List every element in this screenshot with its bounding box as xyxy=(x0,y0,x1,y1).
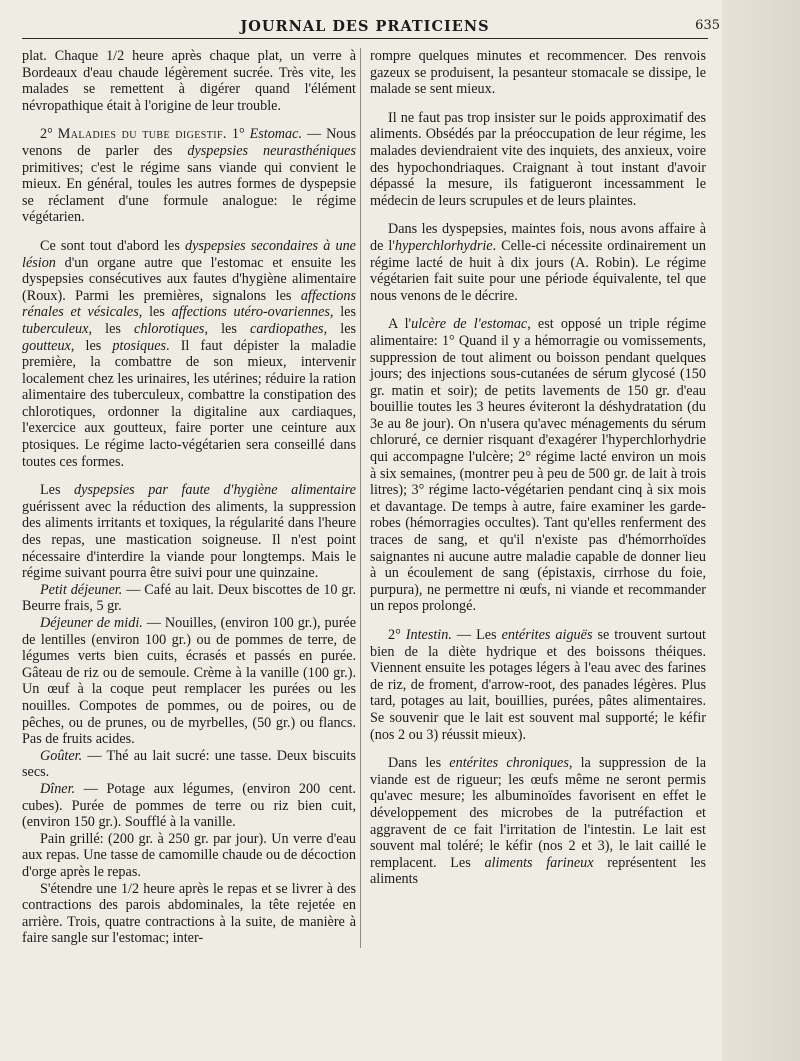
column-divider xyxy=(360,48,361,948)
page-header xyxy=(22,12,720,39)
paragraph-hyperchlorhydrie: Dans les dyspepsies, maintes fois, nous avons affaire à de l'hyperchlorhydrie. Celle-ci nécessite ordinairement un régime lacté de huit à dix jours (A. Robin). Le régime végétarien fait suite pour une période équivalente, tel que nous venons de le décrire. xyxy=(370,221,706,304)
menu-gouter: Goûter. — Thé au lait sucré: une tasse. Deux biscuits secs. xyxy=(22,747,356,781)
section-heading: Maladies du tube digestif. xyxy=(57,126,227,143)
paragraph-contractions: S'étendre une 1/2 heure après le repas et se livrer à des contractions des parois abdominales, la tête rejetée en arrière. Trois, quatre contractions à la suite, de manière à faire sangle sur l'estomac; inter- xyxy=(22,880,356,947)
paragraph-faute-hygiene: Les dyspepsies par faute d'hygiène alimentaire guérissent avec la réduction des aliments, la suppression des aliments irritants et toxiques, la régularité dans l'heure des repas, une mastication soigneuse. Il n'est point nécessaire d'interdire la viande pour longtemps. Mais le régime suivant pourra être suivi pour une quinzaine. xyxy=(22,482,356,582)
page-margin-strip xyxy=(722,0,800,1061)
menu-diner: Dîner. — Potage aux légumes, (environ 200 cent. cubes). Purée de pommes de terre ou riz bien cuit, (environ 150 gr.). Soufflé à la vanille. xyxy=(22,780,356,831)
paragraph-intestin: 2° Intestin. — Les entérites aiguës se trouvent surtout bien de la diète hydrique et des boissons théiques. Viennent ensuite les potages légers à l'eau avec des farines de riz, de froment, d'arrow-root, des panades légères. Plus tard, potages au lait, bouillies, purées, pâtes alimentaires. Se souvenir que le lait est souvent mal supporté; le kéfir (nos 2 ou 3) réussit mieux). xyxy=(370,627,706,743)
paragraph-enterites-chroniques: Dans les entérites chroniques, la suppression de la viande est de rigueur; les œufs même ne seront permis qu'avec mesure; les albuminoïdes favorisent en effet le développement des microbes de la putréfaction et aggravent de ce fait l'irritation de l'intestin. Le lait est souvent mal toléré; le kéfir (nos 2 et 3), le lait caillé le remplacent. Les aliments farineux représentent les aliments xyxy=(370,755,707,888)
paragraph-dyspepsies-secondaires: Ce sont tout d'abord les dyspepsies secondaires à une lésion d'un organe autre que l'estomac et ensuite les dyspepsies consécutives aux fautes d'hygiène alimentaire (Roux). Parmi les premières, signalons les affections rénales et vésicales, les affections utéro-ovariennes, les tuberculeux, les chlorotiques, les cardiopathes, les goutteux, les ptosiques. Il faut dépister la maladie première, la combattre de son mieux, intervenir localement chez les urinaires, les utérines; réduire la ration alimentaire des tuberculeux, combattre la constipation des chlorotiques, ordonner la digitaline aux cardiaques, l'exercice aux goutteux, faire porter une ceinture aux ptosiques. Le régime lacto-végétarien sera conseillé dans toutes ces formes. xyxy=(22,237,357,470)
paragraph: plat. Chaque 1/2 heure après chaque plat, un verre à Bordeaux d'eau chaude légèrement sucrée. Très vite, les malades se remettent à digérer quand l'élément névropathique était à l'origine de leur trouble. xyxy=(22,48,356,114)
menu-pain-grille: Pain grillé: (200 gr. à 250 gr. par jour). Un verre d'eau aux repas. Une tasse de camomille chaude ou de décoction d'orge après le repas. xyxy=(22,830,356,880)
menu-dejeuner-midi: Déjeuner de midi. — Nouilles, (environ 100 gr.), purée de lentilles (environ 100 gr.) ou de pommes de terre, de légumes verts bien cuits, écrasés et passés en purée. Gâteau de riz ou de semoule. Crème à la vanille (100 gr.). Un œuf à la coque peut remplacer les purées ou les nouilles. Compotes de pommes, ou de poires, ou de pêches, ou de prunes, ou de myrbelles, (50 gr.) ou flancs. Pas de fruits acides. xyxy=(22,615,357,748)
left-column xyxy=(22,48,356,947)
paragraph: rompre quelques minutes et recommencer. Des renvois gazeux se produisent, la pesanteur stomacale se dissipe, le malade se sent mieux. xyxy=(370,48,706,98)
paragraph-poids-aliments: Il ne faut pas trop insister sur le poids approximatif des aliments. Obsédés par la préoccupation de leur régime, les malades deviendraient vite des inquiets, des anxieux, voire des hypochondriaques. Craignant à tout instant d'avoir dépassé la mesure, ils fatigueront incessamment le médecin de leurs scrupules et de leurs plaintes. xyxy=(370,109,706,209)
subsection-heading: Estomac. xyxy=(249,126,302,143)
menu-petit-dejeuner: Petit déjeuner. — Café au lait. Deux biscottes de 10 gr. Beurre frais, 5 gr. xyxy=(22,581,356,615)
journal-title: JOURNAL DES PRATICIENS xyxy=(240,18,490,35)
paragraph-maladies-tube-digestif: 2° Maladies du tube digestif. 1° Estomac. — Nous venons de parler des dyspepsies neurasthéniques primitives; c'est le régime sans viande qui convient le mieux. En général, toules les autres formes de dyspepsie se réclament d'une formule analogue: le régime végétarien. xyxy=(22,126,357,226)
right-column xyxy=(370,48,706,888)
page-number: 635 xyxy=(695,18,720,33)
paragraph-ulcere-estomac: A l'ulcère de l'estomac, est opposé un triple régime alimentaire: 1° Quand il y a hémorragie ou vomissements, suppression de tout aliment ou boisson pendant quelques jours; des injections sous-cutanées de sérum glycosé (150 gr. matin et soir); de petits lavements de 150 gr. d'eau bouillie toutes les 3 heures éviteront la déshydratation (du 3e au 8e jour). On n'usera qu'avec ménagements du sérum chloruré, ce dernier risquant d'exagérer l'hyperchlorhydrie qui accompagne l'ulcère; 2° régime lacté environ un mois à six semaines, (montrer peu à peu de 500 gr. de lait à trois litres); 3° régime lacto-végétarien pendant cinq à six mois et davantage. De temps à autre, faire examiner les garde-robes (hémorragies occultes). Tant qu'elles renferment des traces de sang, et qu'il n'existe pas d'hémorrhoïdes saignantes ni aucune autre maladie capable de donner lieu à un écoulement de sang (épistaxis, cirrhose du foie, purpura), ne permettre ni œufs, ni viande et recommander un repos prolongé. xyxy=(370,316,706,615)
subsection-heading: Intestin. xyxy=(405,627,452,643)
